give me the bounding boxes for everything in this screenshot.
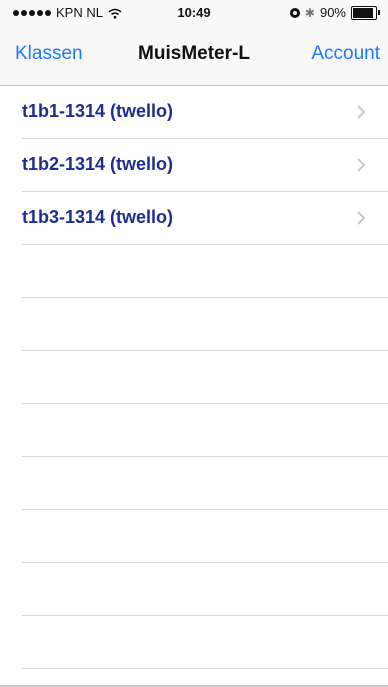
chevron-right-icon bbox=[354, 209, 368, 227]
status-right bbox=[290, 5, 380, 20]
bluetooth-icon: ✱ bbox=[304, 5, 315, 20]
list-item-label: t1b3-1314 (twello) bbox=[22, 207, 174, 227]
battery-percent: 90% bbox=[319, 5, 346, 20]
empty-row bbox=[22, 563, 388, 616]
class-list bbox=[0, 86, 388, 669]
empty-row bbox=[22, 351, 388, 404]
account-button[interactable]: Account bbox=[311, 43, 380, 64]
navigation-bar bbox=[0, 26, 388, 85]
status-bar bbox=[0, 0, 388, 26]
carrier-label: KPN NL bbox=[56, 5, 103, 20]
list-item-label: t1b1-1314 (twello) bbox=[22, 101, 174, 121]
empty-row bbox=[22, 404, 388, 457]
klassen-back-button[interactable]: Klassen bbox=[15, 43, 83, 64]
empty-row bbox=[22, 457, 388, 510]
alarm-icon bbox=[290, 8, 300, 18]
list-item[interactable] bbox=[22, 139, 388, 192]
empty-row bbox=[22, 298, 388, 351]
battery-fill bbox=[353, 8, 373, 18]
status-time: 10:49 bbox=[177, 5, 211, 20]
list-item-label: t1b2-1314 (twello) bbox=[22, 154, 174, 174]
empty-row bbox=[22, 510, 388, 563]
list-item[interactable] bbox=[22, 86, 388, 139]
chevron-right-icon bbox=[354, 156, 368, 174]
battery-icon bbox=[351, 6, 380, 20]
top-bar bbox=[0, 0, 388, 86]
list-item[interactable] bbox=[22, 192, 388, 245]
chevron-right-icon bbox=[354, 103, 368, 121]
empty-row bbox=[22, 245, 388, 298]
empty-row bbox=[22, 616, 388, 669]
page-title: MuisMeter-L bbox=[138, 43, 250, 64]
